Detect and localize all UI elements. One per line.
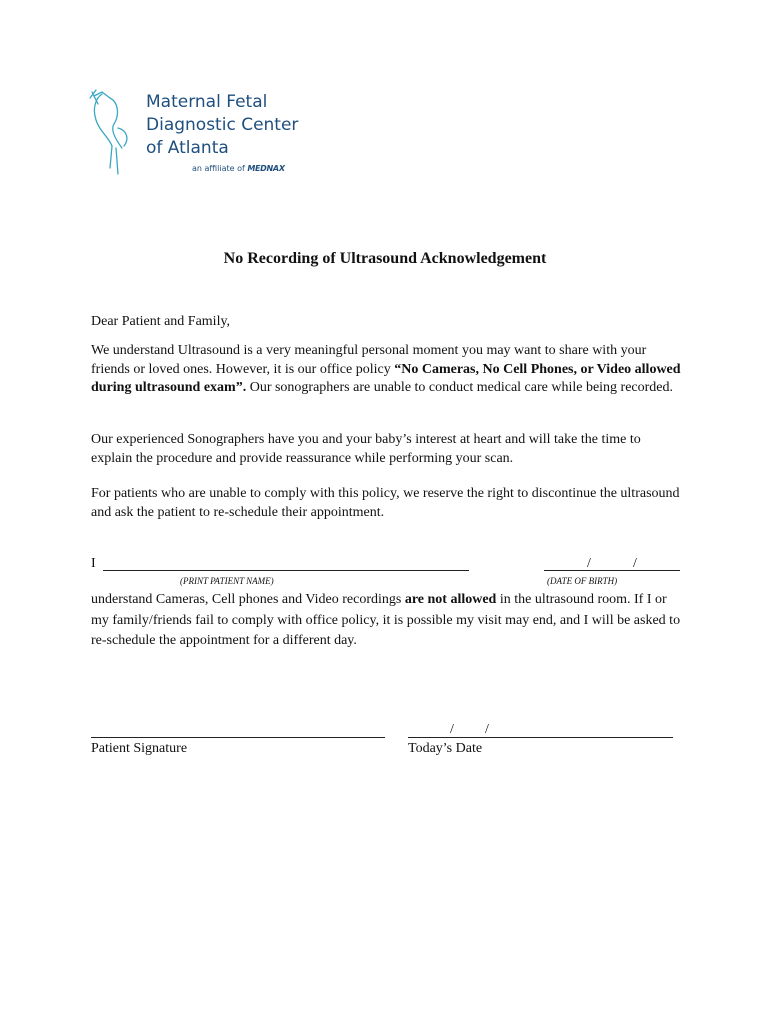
paragraph-acknowledgement xyxy=(91,590,681,652)
policy-text-before: We understand Ultrasound is a very meaningful personal moment you may want to share with your friends or loved ones. However, it is our office policy xyxy=(91,343,647,377)
paragraph-sonographers: Our experienced Sonographers have you and your baby’s interest at heart and will take the time to explain the procedure and provide reassurance while performing your scan. xyxy=(91,432,641,466)
policy-text-after: Our sonographers are unable to conduct medical care while being recorded. xyxy=(246,380,674,395)
org-name-line-1: Maternal Fetal xyxy=(146,92,268,112)
paragraph-noncompliance: For patients who are unable to comply with this policy, we reserve the right to discontinue the ultrasound and ask the patient to re-schedule their appointment. xyxy=(91,486,680,520)
dob-caption: (DATE OF BIRTH) xyxy=(547,576,618,586)
dob-slash-1: / xyxy=(587,556,591,571)
affiliate-brand: MEDNAX xyxy=(247,164,285,173)
paragraph-policy xyxy=(91,342,681,398)
greeting: Dear Patient and Family, xyxy=(91,314,231,329)
org-name-line-3: of Atlanta xyxy=(146,138,229,158)
policy-bold: “No Cameras, No Cell Phones, or Video allowed during ultrasound exam”. xyxy=(91,361,681,395)
ack-text-after: in the ultrasound room. If I or my family/friends fail to comply with office policy, it is possible my visit may end, and I will be asked to re-schedule the appointment for a different day. xyxy=(91,592,681,648)
ack-text-before: understand Cameras, Cell phones and Video recordings xyxy=(91,592,405,607)
ack-bold: are not allowed xyxy=(404,592,497,607)
organization-name xyxy=(146,91,298,160)
i-label: I xyxy=(91,556,96,571)
date-slash-2: / xyxy=(485,722,489,737)
stork-icon xyxy=(88,88,148,180)
document-title: No Recording of Ultrasound Acknowledgement xyxy=(223,250,547,267)
dob-line[interactable] xyxy=(544,570,680,571)
patient-signature-label: Patient Signature xyxy=(91,741,188,756)
affiliate-line xyxy=(192,164,285,173)
org-name-line-2: Diagnostic Center xyxy=(146,115,299,135)
todays-date-label: Today’s Date xyxy=(408,741,483,756)
organization-logo xyxy=(88,88,308,180)
affiliate-prefix: an affiliate of xyxy=(192,164,245,173)
patient-signature-line[interactable] xyxy=(91,737,385,738)
todays-date-line[interactable] xyxy=(408,737,673,738)
dob-slash-2: / xyxy=(633,556,637,571)
date-slash-1: / xyxy=(450,722,454,737)
print-name-line[interactable] xyxy=(103,570,469,571)
print-name-caption: (PRINT PATIENT NAME) xyxy=(180,576,274,586)
